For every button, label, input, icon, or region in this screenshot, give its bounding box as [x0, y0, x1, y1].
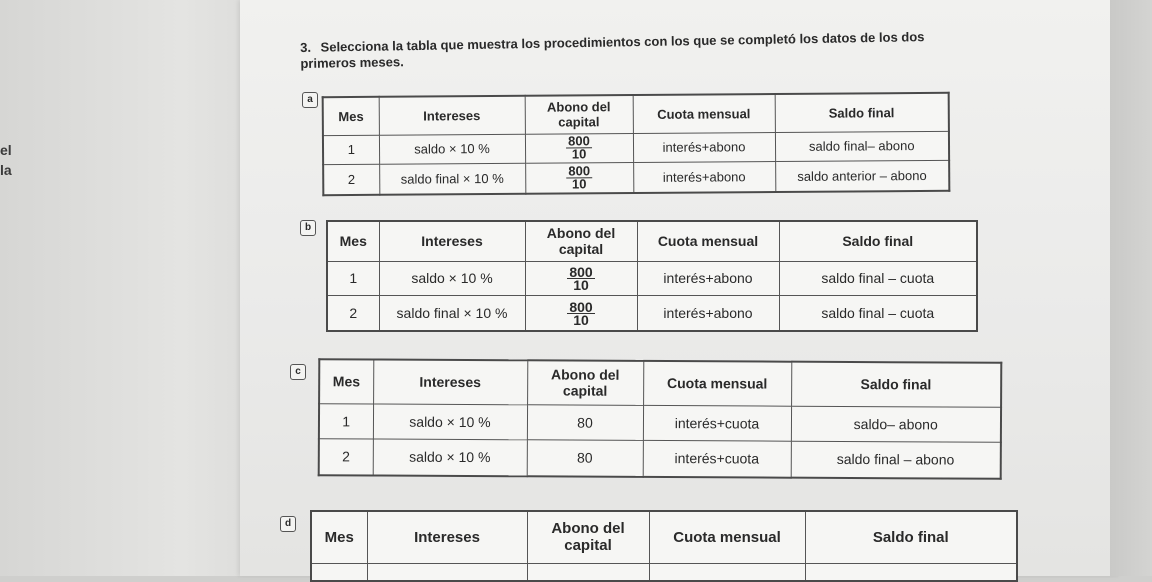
header-intereses: Intereses [379, 221, 525, 261]
header-saldo: Saldo final [791, 362, 1001, 407]
background-page-right [1110, 0, 1152, 576]
cell-intereses: saldo × 10 % [373, 439, 527, 476]
fraction-denominator: 10 [571, 146, 587, 162]
fraction [566, 133, 592, 162]
table-row [311, 563, 1017, 581]
left-text-fragment: la [0, 162, 12, 178]
option-a-table[interactable] [322, 92, 951, 196]
fraction-denominator: 10 [573, 276, 589, 293]
header-abono: Abono del capital [525, 221, 637, 261]
fraction [566, 165, 592, 190]
header-mes: Mes [319, 359, 373, 403]
header-cuota: Cuota mensual [643, 361, 791, 406]
header-saldo: Saldo final [775, 93, 949, 132]
cell-abono [525, 296, 637, 331]
question-text: Selecciona la tabla que muestra los procedimientos con los que se completó los datos de los dos primeros meses. [300, 29, 925, 71]
cell-mes: 1 [319, 403, 373, 439]
cell-mes: 2 [323, 164, 379, 195]
cell-cuota: interés+abono [637, 296, 779, 331]
cell-saldo: saldo final – abono [791, 441, 1001, 479]
cell-saldo: saldo anterior – abono [775, 161, 949, 193]
cell-empty [805, 563, 1017, 581]
question-number: 3. [300, 39, 312, 55]
header-saldo: Saldo final [779, 221, 977, 261]
option-d-table[interactable] [310, 510, 1018, 582]
table-row [319, 403, 1001, 442]
cell-saldo: saldo final – cuota [779, 296, 977, 331]
cell-intereses: saldo final × 10 % [379, 296, 525, 331]
table-row [323, 161, 949, 196]
header-cuota: Cuota mensual [633, 94, 775, 133]
cell-abono [525, 133, 633, 163]
header-cuota: Cuota mensual [649, 511, 805, 563]
cell-mes: 1 [323, 135, 379, 165]
left-text-fragment: el [0, 142, 12, 158]
fraction [567, 263, 594, 293]
header-abono: Abono del capital [525, 95, 633, 134]
option-a-letter[interactable]: a [302, 92, 318, 108]
cell-intereses: saldo × 10 % [373, 403, 527, 439]
cell-abono: 80 [527, 404, 643, 440]
fraction-denominator: 10 [573, 311, 589, 328]
fraction-numerator: 800 [568, 133, 590, 149]
header-intereses: Intereses [367, 511, 527, 563]
option-c-table[interactable] [318, 358, 1003, 480]
cell-mes: 2 [319, 439, 373, 476]
header-mes: Mes [323, 97, 379, 135]
table-row [327, 296, 977, 331]
table-row [319, 439, 1001, 479]
fraction-numerator: 800 [569, 298, 593, 315]
cell-saldo: saldo– abono [791, 406, 1001, 443]
cell-intereses: saldo × 10 % [379, 134, 525, 165]
option-d-letter[interactable]: d [280, 516, 296, 532]
cell-mes: 2 [327, 296, 379, 331]
table-row [327, 261, 977, 296]
header-saldo: Saldo final [805, 511, 1017, 563]
fraction-numerator: 800 [568, 163, 591, 179]
header-intereses: Intereses [379, 96, 525, 135]
header-mes: Mes [311, 511, 367, 563]
cell-cuota: interés+abono [633, 132, 775, 163]
cell-mes: 1 [327, 261, 379, 296]
table-row [323, 131, 949, 165]
header-abono: Abono del capital [527, 360, 643, 405]
cell-saldo: saldo final– abono [775, 131, 949, 162]
cell-intereses: saldo × 10 % [379, 261, 525, 296]
option-b-letter[interactable]: b [300, 220, 316, 236]
header-intereses: Intereses [373, 359, 527, 404]
fraction [567, 298, 594, 328]
cell-saldo: saldo final – cuota [779, 261, 977, 296]
fraction-numerator: 800 [569, 263, 593, 280]
cell-cuota: interés+abono [633, 162, 775, 193]
cell-cuota: interés+cuota [643, 440, 791, 477]
cell-cuota: interés+abono [637, 261, 779, 296]
cell-abono: 80 [527, 440, 643, 477]
cell-empty [649, 563, 805, 581]
header-cuota: Cuota mensual [637, 221, 779, 261]
fraction-denominator: 10 [571, 176, 587, 192]
cell-abono [525, 163, 633, 194]
cell-intereses: saldo final × 10 % [379, 163, 525, 194]
header-mes: Mes [327, 221, 379, 261]
header-abono: Abono del capital [527, 511, 649, 563]
cell-abono [525, 261, 637, 296]
cell-empty [527, 563, 649, 581]
option-c-letter[interactable]: c [290, 364, 306, 380]
cell-empty [367, 563, 527, 581]
background-page-left [0, 0, 260, 576]
cell-empty [311, 563, 367, 581]
cell-cuota: interés+cuota [643, 405, 791, 441]
option-b-table[interactable] [326, 220, 978, 332]
